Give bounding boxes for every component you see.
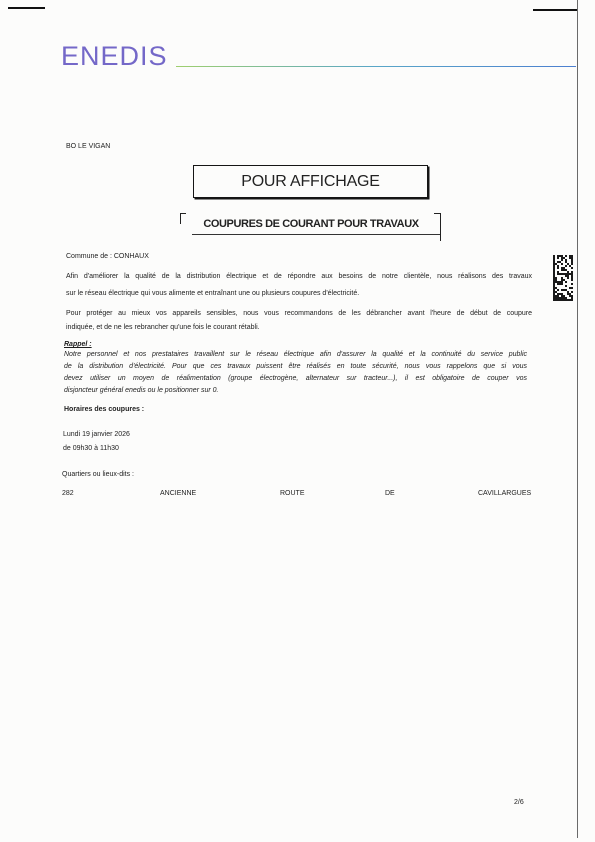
datamatrix-module bbox=[571, 257, 573, 259]
schedule-title: Horaires des coupures : bbox=[64, 406, 145, 413]
enedis-logo: ENEDIS bbox=[61, 41, 168, 71]
datamatrix-module bbox=[553, 277, 555, 279]
datamatrix-module bbox=[565, 299, 567, 301]
datamatrix-module bbox=[569, 287, 571, 289]
datamatrix-module bbox=[561, 257, 563, 259]
datamatrix-module bbox=[565, 255, 567, 257]
datamatrix-module bbox=[567, 275, 569, 277]
datamatrix-module bbox=[553, 283, 555, 285]
datamatrix-module bbox=[557, 283, 559, 285]
datamatrix-module bbox=[559, 273, 561, 275]
datamatrix-module bbox=[567, 291, 569, 293]
datamatrix-module bbox=[569, 255, 571, 257]
datamatrix-module bbox=[571, 297, 573, 299]
datamatrix-module bbox=[561, 289, 563, 291]
datamatrix-module bbox=[553, 279, 555, 281]
datamatrix-module bbox=[559, 281, 561, 283]
datamatrix-module bbox=[557, 257, 559, 259]
datamatrix-module bbox=[561, 259, 563, 261]
datamatrix-module bbox=[563, 297, 565, 299]
datamatrix-module bbox=[563, 299, 565, 301]
datamatrix-module bbox=[557, 261, 559, 263]
datamatrix-module bbox=[553, 263, 555, 265]
datamatrix-module bbox=[553, 261, 555, 263]
datamatrix-module bbox=[571, 259, 573, 261]
datamatrix-module bbox=[571, 299, 573, 301]
datamatrix-module bbox=[553, 299, 555, 301]
datamatrix-module bbox=[557, 293, 559, 295]
datamatrix-module bbox=[567, 299, 569, 301]
datamatrix-module bbox=[571, 271, 573, 273]
datamatrix-module bbox=[567, 271, 569, 273]
datamatrix-module bbox=[553, 273, 555, 275]
datamatrix-module bbox=[561, 297, 563, 299]
datamatrix-module bbox=[561, 295, 563, 297]
reminder-line: disjoncteur général enedis ou le positionner sur 0. bbox=[64, 387, 219, 394]
display-banner: POUR AFFICHAGE bbox=[193, 165, 428, 198]
scan-mark-top-right bbox=[533, 9, 578, 11]
intro-paragraph bbox=[66, 268, 532, 302]
agency-name: BO LE VIGAN bbox=[66, 143, 111, 150]
location-word: ANCIENNE bbox=[160, 490, 197, 497]
commune-line: Commune de : CONHAUX bbox=[66, 253, 149, 260]
paragraph-line: Afin d'améliorer la qualité de la distribution électrique et de répondre aux besoins de notre clientèle, nous réalisons des travaux bbox=[66, 273, 532, 280]
datamatrix-module bbox=[561, 277, 563, 279]
datamatrix-module bbox=[569, 293, 571, 295]
datamatrix-module bbox=[571, 279, 573, 281]
datamatrix-module bbox=[561, 273, 563, 275]
datamatrix-module bbox=[555, 277, 557, 279]
schedule-date: Lundi 19 janvier 2026 bbox=[63, 431, 130, 438]
logo-rule bbox=[176, 66, 576, 67]
datamatrix-module bbox=[561, 283, 563, 285]
datamatrix-module bbox=[569, 273, 571, 275]
datamatrix-module bbox=[565, 275, 567, 277]
datamatrix-module bbox=[569, 257, 571, 259]
datamatrix-code bbox=[553, 255, 573, 301]
datamatrix-module bbox=[571, 291, 573, 293]
datamatrix-module bbox=[553, 255, 555, 257]
datamatrix-module bbox=[557, 273, 559, 275]
datamatrix-module bbox=[553, 287, 555, 289]
datamatrix-module bbox=[559, 293, 561, 295]
datamatrix-module bbox=[571, 275, 573, 277]
datamatrix-module bbox=[571, 255, 573, 257]
datamatrix-module bbox=[553, 293, 555, 295]
datamatrix-module bbox=[571, 295, 573, 297]
datamatrix-module bbox=[555, 295, 557, 297]
datamatrix-module bbox=[553, 291, 555, 293]
datamatrix-module bbox=[571, 263, 573, 265]
scan-mark-top-left bbox=[8, 7, 45, 9]
datamatrix-module bbox=[557, 265, 559, 267]
datamatrix-module bbox=[553, 275, 555, 277]
datamatrix-module bbox=[565, 269, 567, 271]
paragraph-line: indiquée, et de ne les rebrancher qu'une fois le courant rétabli. bbox=[66, 324, 260, 331]
datamatrix-module bbox=[555, 279, 557, 281]
datamatrix-module bbox=[557, 295, 559, 297]
datamatrix-module bbox=[555, 287, 557, 289]
datamatrix-module bbox=[561, 279, 563, 281]
location-word: 282 bbox=[62, 490, 74, 497]
datamatrix-module bbox=[563, 273, 565, 275]
datamatrix-module bbox=[553, 259, 555, 261]
location-word: DE bbox=[385, 490, 395, 497]
datamatrix-module bbox=[561, 255, 563, 257]
page-number: 2/6 bbox=[514, 799, 524, 806]
datamatrix-module bbox=[565, 297, 567, 299]
datamatrix-module bbox=[569, 299, 571, 301]
datamatrix-module bbox=[569, 265, 571, 267]
datamatrix-module bbox=[563, 295, 565, 297]
datamatrix-module bbox=[571, 267, 573, 269]
paragraph-line: Pour protéger au mieux vos appareils sensibles, nous vous recommandons de les débrancher avant l'heure de début de coupure bbox=[66, 310, 532, 317]
reminder-title: Rappel : bbox=[64, 341, 92, 348]
datamatrix-module bbox=[565, 259, 567, 261]
heading-underline bbox=[192, 234, 440, 235]
location-word: ROUTE bbox=[280, 490, 305, 497]
datamatrix-module bbox=[557, 255, 559, 257]
datamatrix-module bbox=[557, 299, 559, 301]
datamatrix-module bbox=[561, 281, 563, 283]
reminder-paragraph bbox=[64, 349, 530, 397]
datamatrix-module bbox=[561, 269, 563, 271]
datamatrix-module bbox=[563, 269, 565, 271]
reminder-line: Notre personnel et nos prestataires travaillent sur le réseau électrique afin d'assurer la qualité et la continuité du service public bbox=[64, 351, 527, 358]
datamatrix-module bbox=[559, 283, 561, 285]
schedule-time: de 09h30 à 11h30 bbox=[63, 445, 119, 452]
datamatrix-module bbox=[565, 289, 567, 291]
scan-edge-line bbox=[577, 0, 578, 838]
datamatrix-module bbox=[559, 299, 561, 301]
notice-heading: COUPURES DE COURANT POUR TRAVAUX bbox=[203, 218, 419, 230]
reminder-line: de la distribution d'électricité. Pour que ces travaux puissent être réalisés en toute sécurité, nous vous rappelons que si vous bbox=[64, 363, 527, 370]
datamatrix-module bbox=[563, 257, 565, 259]
datamatrix-module bbox=[555, 263, 557, 265]
datamatrix-module bbox=[553, 297, 555, 299]
datamatrix-module bbox=[557, 267, 559, 269]
protection-paragraph bbox=[66, 307, 532, 335]
datamatrix-module bbox=[553, 295, 555, 297]
datamatrix-module bbox=[553, 267, 555, 269]
datamatrix-module bbox=[571, 261, 573, 263]
datamatrix-module bbox=[567, 263, 569, 265]
datamatrix-module bbox=[561, 267, 563, 269]
datamatrix-module bbox=[557, 281, 559, 283]
datamatrix-module bbox=[555, 299, 557, 301]
datamatrix-module bbox=[557, 271, 559, 273]
datamatrix-module bbox=[565, 285, 567, 287]
datamatrix-module bbox=[569, 295, 571, 297]
datamatrix-module bbox=[559, 255, 561, 257]
datamatrix-module bbox=[565, 265, 567, 267]
locations-title: Quartiers ou lieux-dits : bbox=[62, 471, 134, 478]
datamatrix-module bbox=[559, 261, 561, 263]
datamatrix-module bbox=[555, 297, 557, 299]
paragraph-line: sur le réseau électrique qui vous alimente et entraînant une ou plusieurs coupures d'électricité. bbox=[66, 290, 360, 297]
datamatrix-module bbox=[553, 281, 555, 283]
datamatrix-module bbox=[555, 291, 557, 293]
datamatrix-module bbox=[553, 289, 555, 291]
datamatrix-module bbox=[571, 283, 573, 285]
datamatrix-module bbox=[561, 299, 563, 301]
datamatrix-module bbox=[563, 289, 565, 291]
datamatrix-module bbox=[563, 279, 565, 281]
datamatrix-module bbox=[567, 277, 569, 279]
datamatrix-module bbox=[567, 273, 569, 275]
datamatrix-module bbox=[557, 297, 559, 299]
datamatrix-module bbox=[571, 273, 573, 275]
datamatrix-module bbox=[559, 297, 561, 299]
datamatrix-module bbox=[555, 281, 557, 283]
datamatrix-module bbox=[561, 263, 563, 265]
datamatrix-module bbox=[553, 265, 555, 267]
datamatrix-module bbox=[553, 285, 555, 287]
datamatrix-module bbox=[565, 261, 567, 263]
datamatrix-module bbox=[553, 271, 555, 273]
location-word: CAVILLARGUES bbox=[478, 490, 532, 497]
datamatrix-module bbox=[571, 287, 573, 289]
datamatrix-module bbox=[565, 273, 567, 275]
datamatrix-module bbox=[571, 277, 573, 279]
datamatrix-module bbox=[557, 289, 559, 291]
datamatrix-module bbox=[563, 267, 565, 269]
datamatrix-module bbox=[567, 293, 569, 295]
datamatrix-module bbox=[565, 281, 567, 283]
reminder-line: devez utiliser un moyen de réalimentation (groupe électrogène, alternateur sur tracteur...), il est obligatoire de couper vos bbox=[64, 375, 527, 382]
datamatrix-module bbox=[561, 293, 563, 295]
datamatrix-module bbox=[553, 257, 555, 259]
datamatrix-module bbox=[553, 269, 555, 271]
